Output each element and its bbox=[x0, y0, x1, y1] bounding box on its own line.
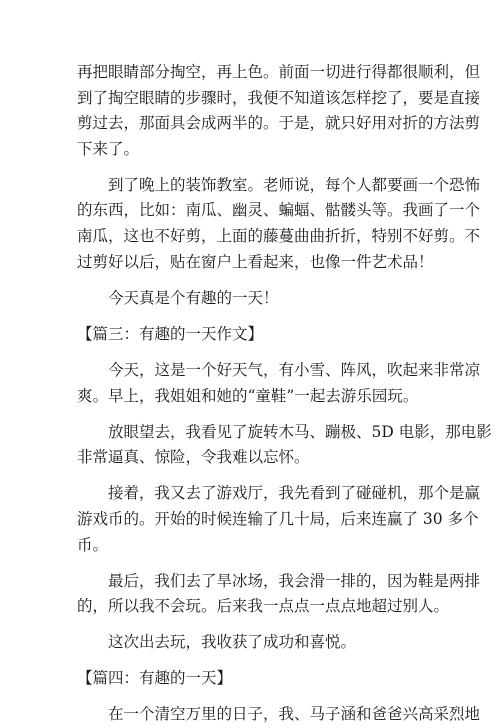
paragraph bbox=[77, 322, 437, 348]
text-line: 过剪好以后，贴在窗户上看起来，也像一件艺术品！ bbox=[77, 252, 434, 271]
text-line: 在一个清空万里的日子，我、马子涵和爸爸兴高采烈地 bbox=[108, 705, 481, 724]
paragraph bbox=[77, 481, 481, 558]
text-line: 【篇三：有趣的一天作文】 bbox=[77, 324, 264, 343]
text-line: 的，所以我不会玩。后来我一点点一点点地超过别人。 bbox=[77, 597, 450, 616]
text-line: 南瓜，这也不好剪，上面的藤蔓曲曲折折，特别不好剪。不 bbox=[77, 227, 481, 246]
paragraph bbox=[77, 420, 492, 471]
text-line: 游戏币的。开始的时候连输了几十局，后来连赢了 30 多个 bbox=[77, 509, 479, 528]
text-line: 币。 bbox=[77, 535, 109, 554]
paragraph bbox=[77, 666, 437, 692]
text-line: 到了晚上的装饰教室。老师说，每个人都要画一个恐怖 bbox=[108, 175, 481, 194]
text-line: 非常逼真、惊险，令我难以忘怀。 bbox=[77, 448, 310, 467]
paragraph bbox=[77, 60, 481, 162]
text-line: 【篇四：有趣的一天】 bbox=[77, 669, 233, 688]
paragraph bbox=[77, 702, 481, 728]
text-line: 的东西，比如：南瓜、幽灵、蝙蝠、骷髅头等。我画了一个 bbox=[77, 201, 481, 220]
text-line: 到了掏空眼睛的步骤时，我便不知道该怎样挖了，要是直接 bbox=[77, 88, 481, 107]
text-line: 这次出去玩，我收获了成功和喜悦。 bbox=[108, 633, 357, 652]
text-line: 今天真是个有趣的一天！ bbox=[108, 288, 279, 307]
text-line: 接着，我又去了游戏厅，我先看到了碰碰机，那个是赢 bbox=[108, 484, 481, 503]
text-line: 放眼望去，我看见了旋转木马、蹦极、5D 电影，那电影 bbox=[108, 422, 492, 441]
text-line: 最后，我们去了旱冰场，我会滑一排的，因为鞋是两排 bbox=[108, 571, 481, 590]
paragraph bbox=[77, 358, 481, 409]
text-line: 今天，这是一个好天气，有小雪、阵风，吹起来非常凉 bbox=[108, 360, 481, 379]
text-line: 下来了。 bbox=[77, 139, 140, 158]
paragraph bbox=[77, 630, 437, 656]
paragraph bbox=[77, 569, 481, 620]
text-line: 剪过去，那面具会成两半的。于是，就只好用对折的方法剪 bbox=[77, 114, 481, 133]
paragraph bbox=[77, 286, 437, 312]
paragraph bbox=[77, 173, 481, 275]
document-body bbox=[77, 60, 492, 728]
text-line: 再把眼睛部分掏空，再上色。前面一切进行得都很顺利，但 bbox=[77, 63, 481, 81]
text-line: 爽。早上，我姐姐和她的“童鞋”一起去游乐园玩。 bbox=[77, 386, 419, 405]
